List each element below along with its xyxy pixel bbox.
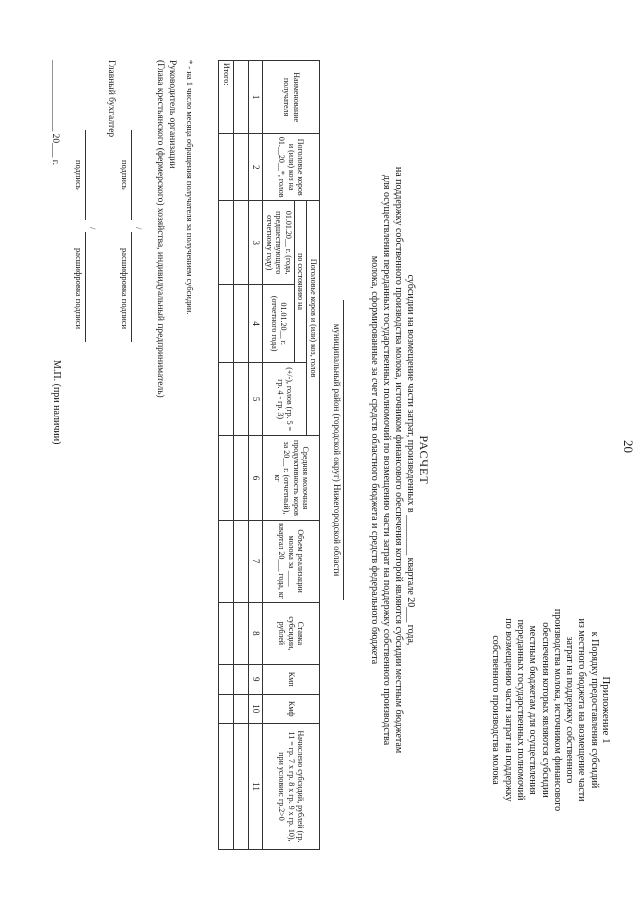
appendix-line: к Порядку предоставления субсидий: [588, 631, 600, 789]
heading-block: [368, 70, 430, 850]
col-kmf: Кмф: [263, 694, 320, 724]
total-row: [219, 61, 234, 850]
appendix-block: [489, 560, 612, 860]
slash: /: [88, 227, 98, 230]
total-label: Итого:: [219, 61, 234, 134]
col-herd-this-year: 01.01.20__ г. (отчетного года): [263, 285, 295, 363]
subsidy-table: [218, 60, 320, 850]
signature-block: [154, 60, 178, 398]
appendix-line: собственного производства молока: [490, 635, 502, 785]
col-sales-volume: Объем реализации молока за ____ квартал 20___ года, кг: [263, 520, 320, 602]
table-row: [234, 61, 249, 850]
col-group-sub: по состоянию на: [295, 201, 308, 363]
col-kmp: Кмп: [263, 665, 320, 695]
index-cell: 1: [249, 61, 264, 134]
index-cell: 6: [249, 436, 264, 520]
slash: /: [134, 227, 144, 230]
col-productivity: Средняя молочная продуктивность коров за 20__ г. (отчетный), кг: [263, 436, 320, 520]
col-herd-current: Поголовье коров и (или) коз на 01.__20__*, голов: [263, 134, 320, 201]
index-cell: 2: [249, 134, 264, 201]
accountant-decoding-caption: расшифровка подписи: [74, 248, 84, 330]
col-recipient: Наименование получателя: [263, 61, 320, 134]
index-cell: 4: [249, 285, 264, 363]
heading-line: молока, сформированные за счет средств областного бюджета и средств федерального бюджета: [369, 255, 380, 665]
index-cell: 9: [249, 665, 264, 695]
appendix-line: обеспечения которых являются субсидии: [539, 622, 551, 798]
index-cell: 8: [249, 602, 264, 664]
head-decoding-line: [131, 232, 132, 342]
date-field: _______________ 20___ г.: [50, 60, 60, 165]
appendix-line: из местного бюджета на возмещение части: [576, 618, 588, 802]
appendix-title: Приложение 1: [600, 676, 612, 744]
heading-line: для осуществления переданных государственных полномочий по возмещению части затрат на поддержку собственного производства: [381, 174, 392, 746]
col-herd-group: Поголовье коров и (или) коз, голов: [307, 201, 320, 436]
head-signature-line: [131, 130, 132, 220]
head-signature-caption: подпись: [120, 160, 130, 190]
municipality-caption: муниципальный район (городской округ) Нижегородской области: [332, 300, 344, 600]
accountant-signature-line: [85, 130, 86, 220]
accountant-signature-caption: подпись: [74, 160, 84, 190]
col-accrued: Начислено субсидий, рублей (гр. 11 = гр. 7 х гр. 8 х гр. 9 х гр. 10), при условии: гр.2>0: [263, 724, 320, 850]
accountant-label: Главный бухгалтер: [106, 60, 116, 138]
head-decoding-caption: расшифровка подписи: [120, 248, 130, 330]
heading-line: субсидии на возмещение части затрат, произведенных в ________ квартале 20___ года,: [405, 274, 416, 646]
head-label: Руководитель организации: [167, 60, 177, 169]
index-row: [249, 61, 264, 850]
seal-label: М.П. (при наличии): [51, 360, 62, 445]
appendix-line: переданных государственных полномочий: [514, 619, 526, 801]
header-row: [307, 61, 320, 850]
col-change: (+/-), голов (гр. 5 = гр. 4 - гр. 3): [263, 363, 307, 436]
index-cell: 11: [249, 724, 264, 850]
index-cell: 5: [249, 363, 264, 436]
col-rate: Ставка субсидии, рублей: [263, 602, 320, 664]
appendix-line: по возмещению части затрат на поддержку: [502, 618, 514, 802]
appendix-line: производства молока, источником финансового: [551, 608, 563, 812]
footnote: * - на 1 число месяца обращения получателя за получением субсидии.: [185, 60, 195, 315]
heading-line: на поддержку собственного производства молока, источником финансового обеспечения которой являются субсидии местным бюджетам: [393, 166, 404, 754]
col-herd-prev-year: 01.01.20__ г. (года, предшествующего отчетному году): [263, 201, 295, 285]
appendix-line: затрат на поддержку собственного: [564, 636, 576, 784]
index-cell: 3: [249, 201, 264, 285]
index-cell: 7: [249, 520, 264, 602]
accountant-decoding-line: [85, 232, 86, 342]
appendix-line: местным бюджетам для осуществления: [527, 625, 539, 795]
page-number: 20: [621, 440, 636, 453]
document-title: РАСЧЕТ: [417, 435, 431, 485]
index-cell: 10: [249, 694, 264, 724]
head-label-sub: (Глава крестьянского (фермерского) хозяйства, индивидуальный предприниматель): [155, 60, 165, 398]
